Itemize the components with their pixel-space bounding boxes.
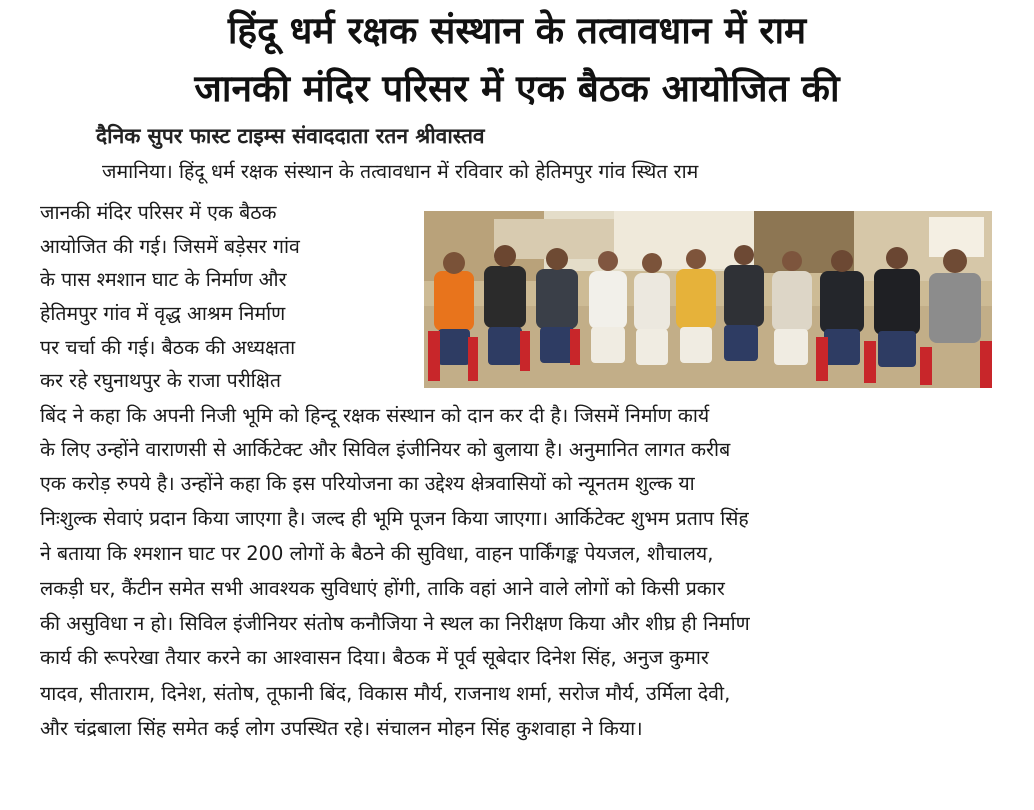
- body-line: यादव, सीताराम, दिनेश, संतोष, तूफानी बिंद, विकास मौर्य, राजनाथ शर्मा, सरोज मौर्य, उर्मिला देवी,: [40, 682, 731, 705]
- byline: दैनिक सुपर फास्ट टाइम्स संवाददाता रतन श्रीवास्तव: [96, 124, 485, 148]
- body-line: और चंद्रबाला सिंह समेत कई लोग उपस्थित रहे। संचालन मोहन सिंह कुशवाहा ने किया।: [40, 717, 643, 740]
- body-line: के लिए उन्होंने वाराणसी से आर्किटेक्ट और सिविल इंजीनियर को बुलाया है। अनुमानित लागत करीब: [40, 438, 731, 461]
- body-line: ने बताया कि श्मशान घाट पर 200 लोगों के बैठने की सुविधा, वाहन पार्किंगङ्क पेयजल, शौचालय,: [40, 542, 714, 565]
- body-line: आयोजित की गई। जिसमें बड़ेसर गांव: [40, 235, 300, 258]
- body-line: लकड़ी घर, कैंटीन समेत सभी आवश्यक सुविधाएं होंगी, ताकि वहां आने वाले लोगों को किसी प्रकार: [40, 577, 725, 600]
- body-line: निःशुल्क सेवाएं प्रदान किया जाएगा है। जल्द ही भूमि पूजन किया जाएगा। आर्किटेक्ट शुभम प्रताप सिंह: [40, 507, 749, 530]
- headline-line-1: हिंदू धर्म रक्षक संस्थान के तत्वावधान में राम: [227, 9, 807, 52]
- body-line: कर रहे रघुनाथपुर के राजा परीक्षित: [40, 369, 281, 392]
- body-line: हेतिमपुर गांव में वृद्ध आश्रम निर्माण: [40, 302, 286, 325]
- body-line: जमानिया। हिंदू धर्म रक्षक संस्थान के तत्वावधान में रविवार को हेतिमपुर गांव स्थित राम: [102, 160, 699, 183]
- body-line: बिंद ने कहा कि अपनी निजी भूमि को हिन्दू रक्षक संस्थान को दान कर दी है। जिसमें निर्माण कार्य: [40, 404, 710, 427]
- body-line: एक करोड़ रुपये है। उन्होंने कहा कि इस परियोजना का उद्देश्य क्षेत्रवासियों को न्यूनतम शुल्क या: [40, 472, 695, 495]
- meeting-photo: [424, 211, 992, 388]
- body-line: पर चर्चा की गई। बैठक की अध्यक्षता: [40, 336, 296, 359]
- body-line: की असुविधा न हो। सिविल इंजीनियर संतोष कनौजिया ने स्थल का निरीक्षण किया और शीघ्र ही निर्माण: [40, 612, 750, 635]
- body-line: के पास श्मशान घाट के निर्माण और: [40, 268, 287, 291]
- body-line: जानकी मंदिर परिसर में एक बैठक: [40, 201, 277, 224]
- body-line: कार्य की रूपरेखा तैयार करने का आश्वासन दिया। बैठक में पूर्व सूबेदार दिनेश सिंह, अनुज कुमार: [40, 646, 709, 669]
- headline-line-2: जानकी मंदिर परिसर में एक बैठक आयोजित की: [194, 67, 840, 110]
- meeting-photo-illustration: [424, 211, 992, 388]
